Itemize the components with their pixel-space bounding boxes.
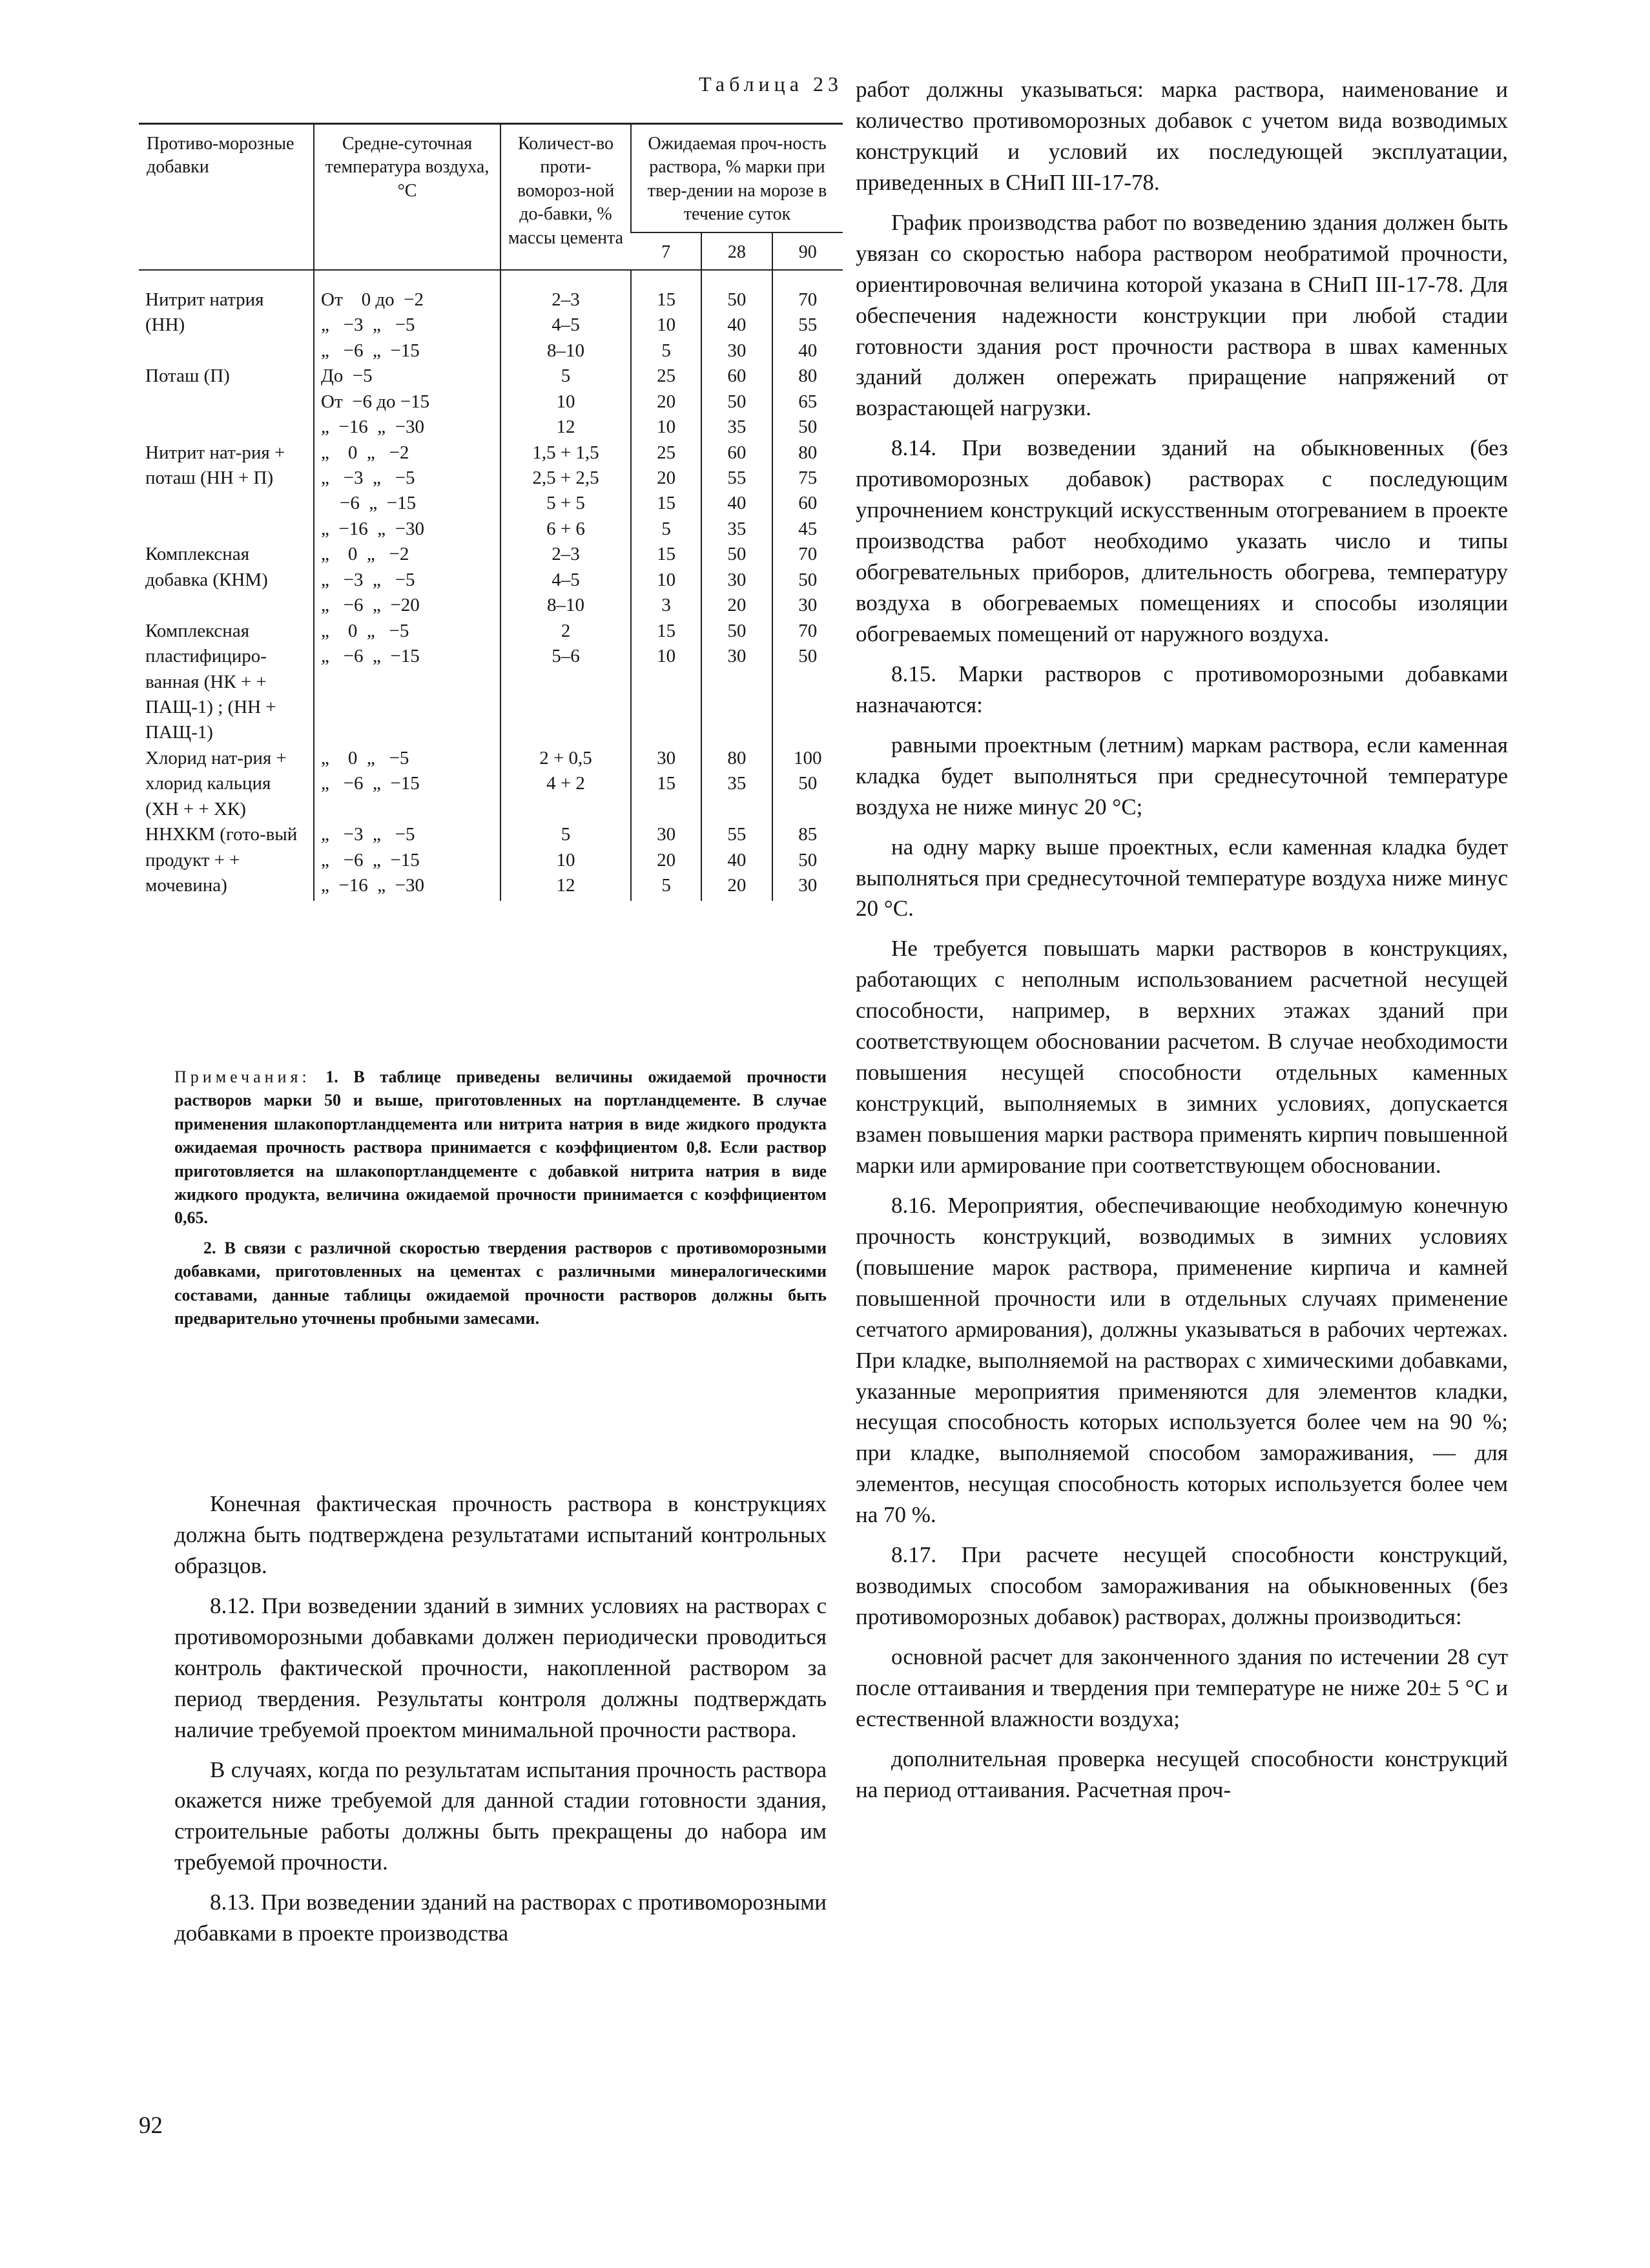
cell-line: 50 <box>798 849 818 871</box>
header-additive: Противо-морозные добавки <box>139 124 314 270</box>
paragraph: В случаях, когда по результатам испытания прочность раствора окажется ниже требуемой для данной стадии готовности здания, строительные работы должны быть прекращены до набора им требуемой прочности. <box>174 1757 827 1875</box>
cell-additive: ННХКМ (гото-вый продукт + + мочевина) <box>145 824 298 896</box>
cell-temperature <box>314 440 500 542</box>
cell-quantity <box>500 746 631 822</box>
header-day-7: 7 <box>631 232 701 270</box>
cell-temperature <box>314 542 500 618</box>
cell-line: 20 <box>727 595 747 616</box>
cell-line: „ −3 „ −5 <box>321 314 415 336</box>
cell-line: 5 <box>561 366 571 387</box>
cell-line: 80 <box>727 747 747 768</box>
cell-additive: Поташ (П) <box>145 366 230 387</box>
cell-line: 60 <box>727 442 747 463</box>
cell-line: 80 <box>798 442 818 463</box>
right-column <box>856 0 1508 2268</box>
cell-line: 2–3 <box>552 544 580 565</box>
cell-line: −6 „ −15 <box>321 493 417 514</box>
cell-quantity <box>500 270 631 364</box>
cell-line: 40 <box>727 314 747 336</box>
cell-line: 12 <box>556 875 575 896</box>
paragraph: дополнительная проверка несущей способности конструкций на период оттаивания. Расчетная проч- <box>856 1746 1508 1802</box>
cell-line: 30 <box>798 875 818 896</box>
cell-line: 10 <box>556 849 575 871</box>
cell-line: 35 <box>727 417 747 438</box>
cell-day-7 <box>631 746 701 822</box>
cell-line: 50 <box>798 417 818 438</box>
cell-line: „ −6 „ −15 <box>321 849 420 871</box>
cell-line: 35 <box>727 773 747 794</box>
cell-day-90 <box>772 364 843 440</box>
cell-line: 8–10 <box>547 340 584 361</box>
cell-line: 20 <box>657 468 676 489</box>
cell-day-7 <box>631 822 701 901</box>
cell-line: 50 <box>727 620 747 641</box>
cell-line: 30 <box>657 747 676 768</box>
cell-line: 30 <box>727 569 747 590</box>
cell-line: 40 <box>798 340 818 361</box>
cell-line: 10 <box>657 569 676 590</box>
cell-line: 4–5 <box>552 569 580 590</box>
cell-line: 10 <box>657 314 676 336</box>
paragraph: 8.14. При возведении зданий на обыкновенных (без противоморозных добавок) растворах с последующим упрочнением конструкций искусственным отогреванием в проекте производства работ необходимо указать число и типы обогревательных приборов, длительность обогрева, температуру воздуха в обогреваемых помещениях и способы изоляции обогреваемых помещений от наружного воздуха. <box>856 435 1508 646</box>
cell-line: 20 <box>727 875 747 896</box>
page-number: 92 <box>139 2112 163 2139</box>
cell-line: 30 <box>727 340 747 361</box>
cell-line: 30 <box>798 595 818 616</box>
cell-quantity <box>500 619 631 746</box>
cell-line: „ −16 „ −30 <box>321 518 424 539</box>
cell-day-28 <box>701 619 772 746</box>
paragraph: 8.15. Марки растворов с противоморозными добавками назначаются: <box>856 661 1508 717</box>
cell-line: „ −6 „ −15 <box>321 773 420 794</box>
paragraph: 8.13. При возведении зданий на растворах с противоморозными добавками в проекте производства <box>174 1890 827 1946</box>
cell-line: 5 <box>561 824 571 845</box>
cell-line: 65 <box>798 391 818 412</box>
paragraph: равными проектным (летним) маркам раствора, если каменная кладка будет выполняться при среднесуточной температуре воздуха не ниже минус 20 °С; <box>856 732 1508 820</box>
frost-additives-table <box>139 123 843 901</box>
paragraph: Конечная фактическая прочность раствора в конструкциях должна быть подтверждена результатами испытаний контрольных образцов. <box>174 1491 827 1578</box>
paragraph: 8.16. Мероприятия, обеспечивающие необходимую конечную прочность конструкций, возводимых в зимних условиях (повышение марок раствора, применение кирпича и камней повышенной прочности или в отдельных случаях применение сетчатого армирования), должны указываться в рабочих чертежах. При кладке, выполняемой на растворах с химическими добавками, указанные мероприятия применяются для элементов кладки, несущая способность которых используется более чем на 90 %; при кладке, выполняемой способом замораживания, — для элементов, несущая способность которых используется более чем на 70 %. <box>856 1192 1508 1528</box>
cell-line: 10 <box>556 391 575 412</box>
cell-line: От −6 до −15 <box>321 391 430 412</box>
cell-line: 70 <box>798 620 818 641</box>
cell-line: 20 <box>657 849 676 871</box>
cell-line: 35 <box>727 518 747 539</box>
cell-line: 30 <box>657 824 676 845</box>
header-temperature: Средне-суточная температура воздуха, °С <box>314 124 500 270</box>
cell-line: 4–5 <box>552 314 580 336</box>
cell-line: „ −3 „ −5 <box>321 824 415 845</box>
cell-line: „ −16 „ −30 <box>321 417 424 438</box>
note-1: 1. В таблице приведены величины ожидаемой прочности растворов марки 50 и выше, приготовленных на портландцементе. В случае применения шлакопортландцемента или нитрита натрия в виде жидкого продукта ожидаемая прочность раствора принимается с коэффициентом 0,8. Если раствор приготовляется на шлакопортландцементе с добавкой нитрита натрия в виде жидкого продукта, величина ожидаемой прочности принимается с коэффициентом 0,65. <box>174 1067 827 1228</box>
cell-line: 50 <box>727 391 747 412</box>
right-body-text <box>856 74 1508 1815</box>
cell-temperature <box>314 364 500 440</box>
cell-line: 70 <box>798 289 818 310</box>
cell-line: 50 <box>727 289 747 310</box>
cell-line: 20 <box>657 391 676 412</box>
cell-line: 75 <box>798 468 818 489</box>
header-expected-strength: Ожидаемая проч-ность раствора, % марки при твер-дении на морозе в течение суток <box>631 124 843 232</box>
table-row <box>139 364 843 440</box>
cell-line: 55 <box>727 468 747 489</box>
cell-day-90 <box>772 822 843 901</box>
table-row <box>139 822 843 901</box>
header-day-90: 90 <box>772 232 843 270</box>
cell-line: „ 0 „ −2 <box>321 544 409 565</box>
cell-line: 30 <box>727 646 747 667</box>
cell-day-28 <box>701 440 772 542</box>
cell-line: „ −6 „ −15 <box>321 646 420 667</box>
cell-day-90 <box>772 746 843 822</box>
cell-line: „ −16 „ −30 <box>321 875 424 896</box>
cell-quantity <box>500 542 631 618</box>
table-row <box>139 619 843 746</box>
cell-line: 50 <box>727 544 747 565</box>
cell-line: 85 <box>798 824 818 845</box>
cell-line: 5–6 <box>552 646 580 667</box>
cell-line: 5 + 5 <box>546 493 585 514</box>
cell-line: 40 <box>727 849 747 871</box>
cell-line: 100 <box>794 747 822 768</box>
cell-temperature <box>314 619 500 746</box>
cell-quantity <box>500 440 631 542</box>
cell-day-7 <box>631 619 701 746</box>
cell-day-28 <box>701 746 772 822</box>
cell-line: 55 <box>727 824 747 845</box>
notes-heading: Примечания: <box>174 1067 311 1086</box>
cell-line: До −5 <box>321 366 373 387</box>
cell-line: „ 0 „ −5 <box>321 620 409 641</box>
table-row <box>139 270 843 364</box>
cell-line: 2–3 <box>552 289 580 310</box>
cell-additive: Нитрит натрия (НН) <box>145 289 264 336</box>
cell-line: 25 <box>657 442 676 463</box>
cell-day-7 <box>631 542 701 618</box>
cell-line: 80 <box>798 366 818 387</box>
paragraph: работ должны указываться: марка раствора, наименование и количество противоморозных добавок с учетом вида возводимых конструкций и условий их последующей эксплуатации, приведенных в СНиП III-17-78. <box>856 77 1508 195</box>
cell-line: 70 <box>798 544 818 565</box>
cell-day-28 <box>701 822 772 901</box>
cell-temperature <box>314 822 500 901</box>
cell-day-7 <box>631 364 701 440</box>
cell-line: 12 <box>556 417 575 438</box>
paragraph: Не требуется повышать марки растворов в конструкциях, работающих с неполным использованием расчетной несущей способности, например, в верхних этажах зданий при соответствующем обосновании расчетом. В случае необходимости повышения несущей способности отдельных каменных конструкций, выполняемых в зимних условиях, допускается взамен повышения марки раствора применять кирпич повышенной марки или армирование при соответствующем обосновании. <box>856 936 1508 1178</box>
table-row <box>139 542 843 618</box>
cell-additive: Нитрит нат-рия + поташ (НН + П) <box>145 442 285 489</box>
cell-line: 45 <box>798 518 818 539</box>
cell-temperature <box>314 746 500 822</box>
cell-line: 40 <box>727 493 747 514</box>
cell-line: 25 <box>657 366 676 387</box>
cell-line: 15 <box>657 289 676 310</box>
cell-line: 10 <box>657 417 676 438</box>
cell-day-28 <box>701 364 772 440</box>
cell-line: 2 + 0,5 <box>539 747 592 768</box>
cell-day-90 <box>772 440 843 542</box>
cell-day-90 <box>772 542 843 618</box>
note-2: 2. В связи с различной скоростью твердения растворов с противоморозными добавками, приготовленных на цементах с различными минералогическими составами, данные таблицы ожидаемой прочности растворов должны быть предварительно уточнены пробными замесами. <box>174 1238 827 1328</box>
cell-line: 1,5 + 1,5 <box>532 442 599 463</box>
table-row <box>139 440 843 542</box>
paragraph: основной расчет для законченного здания по истечении 28 сут после оттаивания и твердения при температуре не ниже 20± 5 °С и естественной влажности воздуха; <box>856 1644 1508 1731</box>
cell-quantity <box>500 822 631 901</box>
cell-line: 15 <box>657 544 676 565</box>
cell-line: 15 <box>657 493 676 514</box>
paragraph: 8.12. При возведении зданий в зимних условиях на растворах с противоморозными добавками должен периодически проводиться контроль фактической прочности, накопленной раствором за период твердения. Результаты контроля должны подтверждать наличие требуемой проектом минимальной прочности раствора. <box>174 1593 827 1742</box>
left-body-text <box>174 1489 827 1958</box>
cell-line: 55 <box>798 314 818 336</box>
cell-day-90 <box>772 619 843 746</box>
cell-day-90 <box>772 270 843 364</box>
cell-additive: Комплексная добавка (КНМ) <box>145 544 268 590</box>
header-quantity: Количест-во проти-вомороз-ной до-бавки, % массы цемента <box>500 124 631 270</box>
paragraph: на одну марку выше проектных, если каменная кладка будет выполняться при среднесуточной температуре воздуха ниже минус 20 °С. <box>856 834 1508 922</box>
cell-day-7 <box>631 440 701 542</box>
cell-line: 6 + 6 <box>546 518 585 539</box>
table-body <box>139 270 843 902</box>
left-column <box>139 0 843 2268</box>
cell-line: 15 <box>657 773 676 794</box>
cell-line: 15 <box>657 620 676 641</box>
cell-line: 5 <box>661 518 671 539</box>
cell-line: „ −6 „ −20 <box>321 595 420 616</box>
cell-line: „ 0 „ −2 <box>321 442 409 463</box>
table-row <box>139 746 843 822</box>
cell-quantity <box>500 364 631 440</box>
cell-line: 50 <box>798 646 818 667</box>
cell-line: 3 <box>661 595 671 616</box>
cell-line: „ −3 „ −5 <box>321 569 415 590</box>
cell-line: 4 + 2 <box>546 773 585 794</box>
cell-temperature <box>314 270 500 364</box>
cell-line: „ −3 „ −5 <box>321 468 415 489</box>
cell-line: 8–10 <box>547 595 584 616</box>
table-caption: Таблица 23 <box>699 72 843 96</box>
cell-line: „ −6 „ −15 <box>321 340 420 361</box>
table-notes <box>174 1066 827 1337</box>
cell-additive: Хлорид нат-рия + хлорид кальция (ХН + + ХК) <box>145 747 287 820</box>
paragraph: 8.17. При расчете несущей способности конструкций, возводимых способом замораживания на обыкновенных (без противоморозных добавок) растворах, должны производиться: <box>856 1542 1508 1630</box>
header-day-28: 28 <box>701 232 772 270</box>
cell-line: 5 <box>661 875 671 896</box>
cell-line: От 0 до −2 <box>321 289 424 310</box>
cell-day-28 <box>701 270 772 364</box>
cell-line: 2 <box>561 620 571 641</box>
cell-line: 50 <box>798 773 818 794</box>
cell-line: 60 <box>798 493 818 514</box>
cell-day-7 <box>631 270 701 364</box>
cell-additive: Комплексная пластифициро-ванная (НК + + ПАЩ-1) ; (НН + ПАЩ-1) <box>145 620 276 743</box>
cell-line: 2,5 + 2,5 <box>532 468 599 489</box>
cell-line: „ 0 „ −5 <box>321 747 409 768</box>
cell-line: 5 <box>661 340 671 361</box>
cell-day-28 <box>701 542 772 618</box>
paragraph: График производства работ по возведению здания должен быть увязан со скоростью набора раствором необратимой прочности, ориентировочная величина которой указана в СНиП III-17-78. Для обеспечения надежности конструкции при любой стадии готовности здания рост прочности раствора в швах каменных зданий должен опережать приращение напряжений от возрастающей нагрузки. <box>856 209 1508 421</box>
cell-line: 60 <box>727 366 747 387</box>
cell-line: 10 <box>657 646 676 667</box>
cell-line: 50 <box>798 569 818 590</box>
